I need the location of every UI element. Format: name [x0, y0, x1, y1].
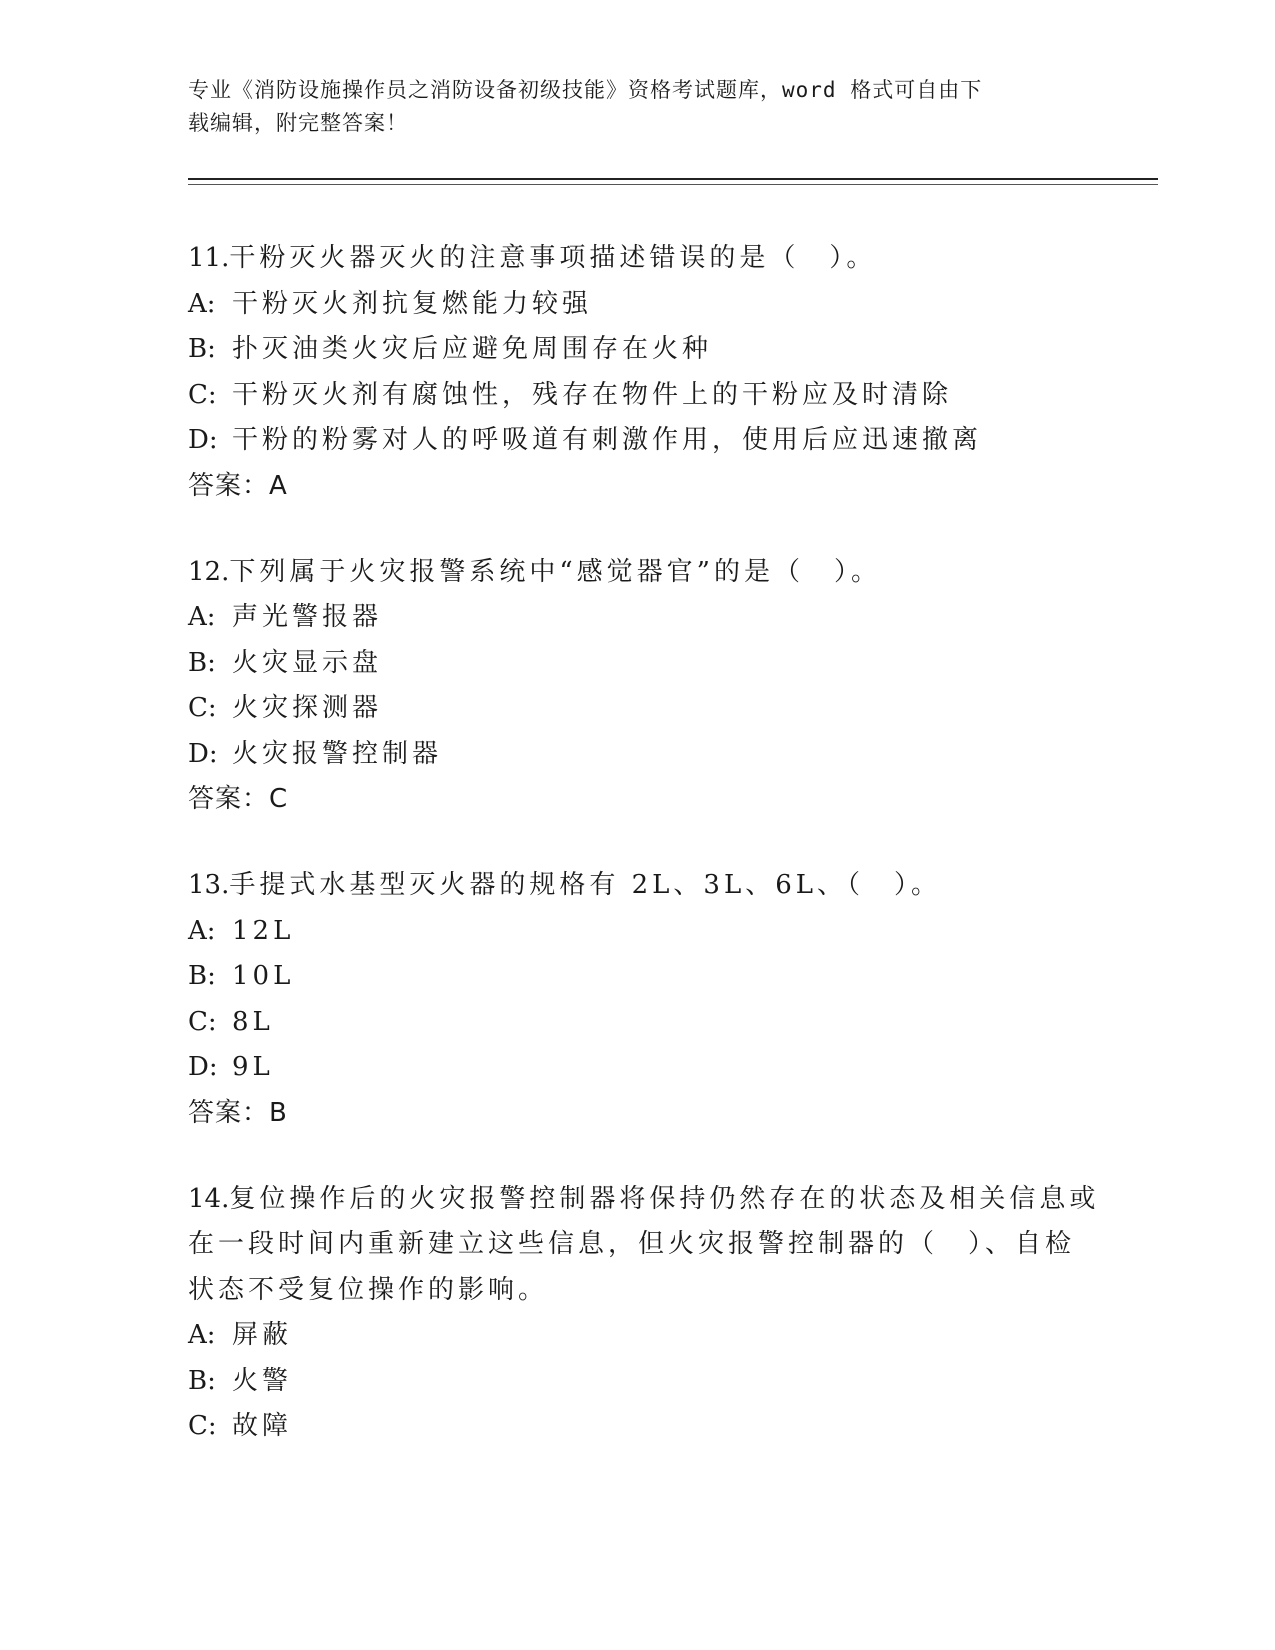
option-a: [188, 595, 1148, 641]
option-d: [188, 1045, 1148, 1091]
option-text: 故障: [232, 1411, 293, 1441]
option-key: B:: [188, 647, 216, 678]
question-number: 13.: [188, 870, 230, 900]
option-c: [188, 686, 1148, 732]
header-divider-thin: [188, 184, 1158, 185]
option-key: D:: [188, 1052, 218, 1082]
option-key: C:: [188, 1006, 217, 1037]
option-text: 火灾显示盘: [232, 647, 383, 678]
option-key: A:: [188, 915, 216, 946]
question-stem-line-3: 状态不受复位操作的影响。: [188, 1274, 549, 1305]
option-a: [188, 282, 1148, 328]
option-c: [188, 1000, 1148, 1046]
option-b: [188, 327, 1148, 373]
answer: 答案：C: [188, 784, 289, 814]
option-key: B:: [188, 961, 216, 991]
option-key: A:: [188, 602, 216, 632]
answer: 答案：A: [188, 470, 288, 501]
option-text: 8L: [232, 1006, 274, 1037]
question-list: [188, 236, 1148, 1491]
question-text: 手提式水基型灭火器的规格有 2L、3L、6L、（ ）。: [229, 870, 942, 900]
option-text: 干粉的粉雾对人的呼吸道有刺激作用，使用后应迅速撤离: [232, 425, 983, 455]
question-stem: [188, 863, 1148, 909]
question-number: 12.: [188, 556, 230, 587]
option-key: A:: [188, 1320, 216, 1350]
question-number: 14.: [188, 1183, 230, 1214]
option-a: [188, 1313, 1148, 1359]
option-key: B:: [188, 1365, 216, 1396]
option-c: [188, 373, 1148, 419]
option-key: A:: [188, 288, 216, 319]
option-text: 9L: [232, 1052, 274, 1082]
option-text: 屏蔽: [232, 1320, 293, 1350]
header-divider-thick: [188, 178, 1158, 180]
option-text: 12L: [232, 915, 295, 946]
question-text: 复位操作后的火灾报警控制器将保持仍然存在的状态及相关信息或: [229, 1183, 1100, 1214]
option-text: 火灾报警控制器: [232, 738, 443, 769]
question-12: [188, 550, 1148, 823]
option-key: B:: [188, 334, 216, 364]
question-14: [188, 1177, 1148, 1450]
question-stem: [188, 236, 1148, 282]
option-text: 扑灭油类火灾后应避免周围存在火种: [232, 334, 713, 364]
question-text: 干粉灭火器灭火的注意事项描述错误的是（ ）。: [229, 243, 877, 273]
question-number: 11.: [188, 243, 230, 273]
option-b: [188, 1359, 1148, 1405]
option-d: [188, 418, 1148, 464]
header-line-1: 专业《消防设施操作员之消防设备初级技能》资格考试题库，word 格式可自由下: [188, 78, 983, 102]
question-stem-line-1: [188, 1177, 1148, 1223]
option-key: D:: [188, 425, 218, 455]
option-text: 干粉灭火剂有腐蚀性，残存在物件上的干粉应及时清除: [232, 379, 953, 410]
question-stem: [188, 550, 1148, 596]
option-text: 干粉灭火剂抗复燃能力较强: [232, 288, 593, 319]
option-c: [188, 1404, 1148, 1450]
option-key: C:: [188, 1411, 217, 1441]
option-key: C:: [188, 693, 217, 723]
header-line-2: 载编辑，附完整答案！: [188, 111, 408, 135]
question-text: 下列属于火灾报警系统中“感觉器官”的是（ ）。: [229, 556, 881, 587]
option-text: 10L: [232, 961, 295, 991]
option-text: 火警: [232, 1365, 293, 1396]
option-key: D:: [188, 738, 218, 769]
option-b: [188, 641, 1148, 687]
question-11: [188, 236, 1148, 509]
option-d: [188, 732, 1148, 778]
option-text: 声光警报器: [232, 602, 383, 632]
question-13: [188, 863, 1148, 1136]
option-b: [188, 954, 1148, 1000]
option-a: [188, 909, 1148, 955]
question-stem-line-2: 在一段时间内重新建立这些信息，但火灾报警控制器的（ ）、自检: [188, 1229, 1076, 1259]
option-key: C:: [188, 379, 217, 410]
document-header: [188, 74, 1088, 140]
option-text: 火灾探测器: [232, 693, 383, 723]
answer: 答案：B: [188, 1097, 288, 1128]
